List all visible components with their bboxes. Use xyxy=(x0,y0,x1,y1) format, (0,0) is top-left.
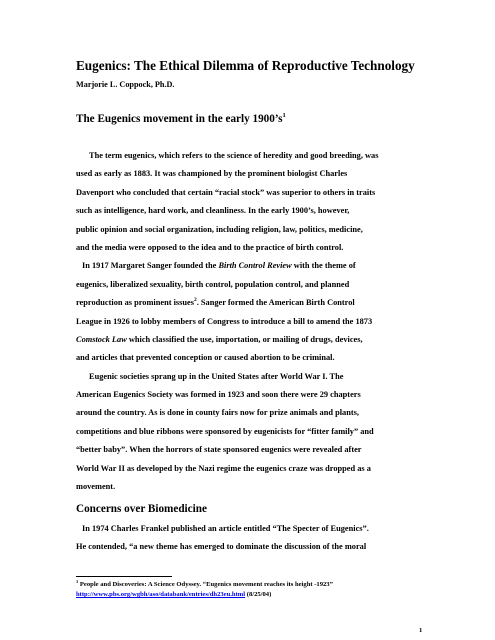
section-heading-concerns-biomedicine: Concerns over Biomedicine xyxy=(76,503,207,515)
paragraph-line: In 1974 Charles Frankel published an article entitled “The Specter of Eugenics”. xyxy=(82,524,369,533)
paragraph-line: World War II as developed by the Nazi regime the eugenics craze was dropped as a xyxy=(76,463,371,473)
paragraph-line: American Eugenics Society was formed in 1923 and soon there were 29 chapters xyxy=(76,390,361,400)
paragraph-line: He contended, “a new theme has emerged to dominate the discussion of the moral xyxy=(76,542,367,552)
footnote-line xyxy=(76,580,436,590)
section-heading-text: The Eugenics movement in the early 1900’s xyxy=(76,113,283,125)
footnote-link[interactable]: http://www.pbs.org/wgbh/aso/databank/entries/dh23eu.html xyxy=(76,591,246,598)
page-number: 1 xyxy=(419,627,423,634)
section-body-eugenics-movement xyxy=(76,147,436,496)
footnote-text: People and Discoveries: A Science Odyssey. “Eugenics movement reaches its height -1923” xyxy=(78,581,333,588)
document-title: Eugenics: The Ethical Dilemma of Reproductive Technology xyxy=(76,58,415,73)
text-run: In 1917 Margaret Sanger founded the xyxy=(82,261,219,271)
section-body-concerns-biomedicine xyxy=(76,520,436,557)
section-heading-eugenics-movement xyxy=(76,112,286,125)
paragraph-line: League in 1926 to lobby members of Congress to introduce a bill to amend the 1873 xyxy=(76,316,373,326)
footnote-date: (8/25/04) xyxy=(245,591,272,598)
paragraph-line: eugenics, liberalized sexuality, birth control, population control, and planned xyxy=(76,279,350,289)
text-run: with the theme of xyxy=(291,261,356,271)
footnote-reference[interactable]: 2 xyxy=(194,297,197,304)
paragraph-line: competitions and blue ribbons were sponsored by eugenicists for “fitter family” and xyxy=(76,426,374,436)
paragraph-line: movement. xyxy=(76,482,116,492)
paragraph-line: “better baby”. When the horrors of state sponsored eugenics were revealed after xyxy=(76,445,362,455)
paragraph-line: and the media were opposed to the idea and to the practice of birth control. xyxy=(76,242,344,252)
footnote-reference[interactable]: 1 xyxy=(282,112,286,119)
paragraph-line: public opinion and social organization, including religion, law, politics, medicine, xyxy=(76,224,363,234)
footnote-separator xyxy=(76,576,172,577)
paragraph-line xyxy=(76,257,436,275)
paragraph-line xyxy=(76,331,436,349)
italic-title: Comstock Law xyxy=(76,334,127,344)
footnote xyxy=(76,580,436,600)
paragraph-line: around the country. As is done in county fairs now for prize animals and plants, xyxy=(76,408,359,418)
paragraph-line: Davenport who concluded that certain “racial stock” was superior to others in traits xyxy=(76,187,376,197)
text-run: . Sanger formed the American Birth Control xyxy=(196,298,355,308)
footnote-line xyxy=(76,590,436,600)
paragraph-line: such as intelligence, hard work, and cleanliness. In the early 1900’s, however, xyxy=(76,206,350,216)
paragraph-line: Eugenic societies sprang up in the United States after World War I. The xyxy=(89,371,344,381)
text-run: which classified the use, importation, or mailing of drugs, devices, xyxy=(126,334,363,344)
author-name: Marjorie L. Coppock, Ph.D. xyxy=(76,80,175,89)
paragraph-line: The term eugenics, which refers to the science of heredity and good breeding, was xyxy=(89,151,379,160)
italic-title: Birth Control Review xyxy=(218,261,292,271)
footnote-mark: 1 xyxy=(76,579,79,584)
paragraph-line xyxy=(76,294,436,312)
paragraph-line: used as early as 1883. It was championed by the prominent biologist Charles xyxy=(76,169,348,179)
text-run: reproduction as prominent issues xyxy=(76,298,194,308)
paragraph-line: and articles that prevented conception or caused abortion to be criminal. xyxy=(76,353,335,363)
